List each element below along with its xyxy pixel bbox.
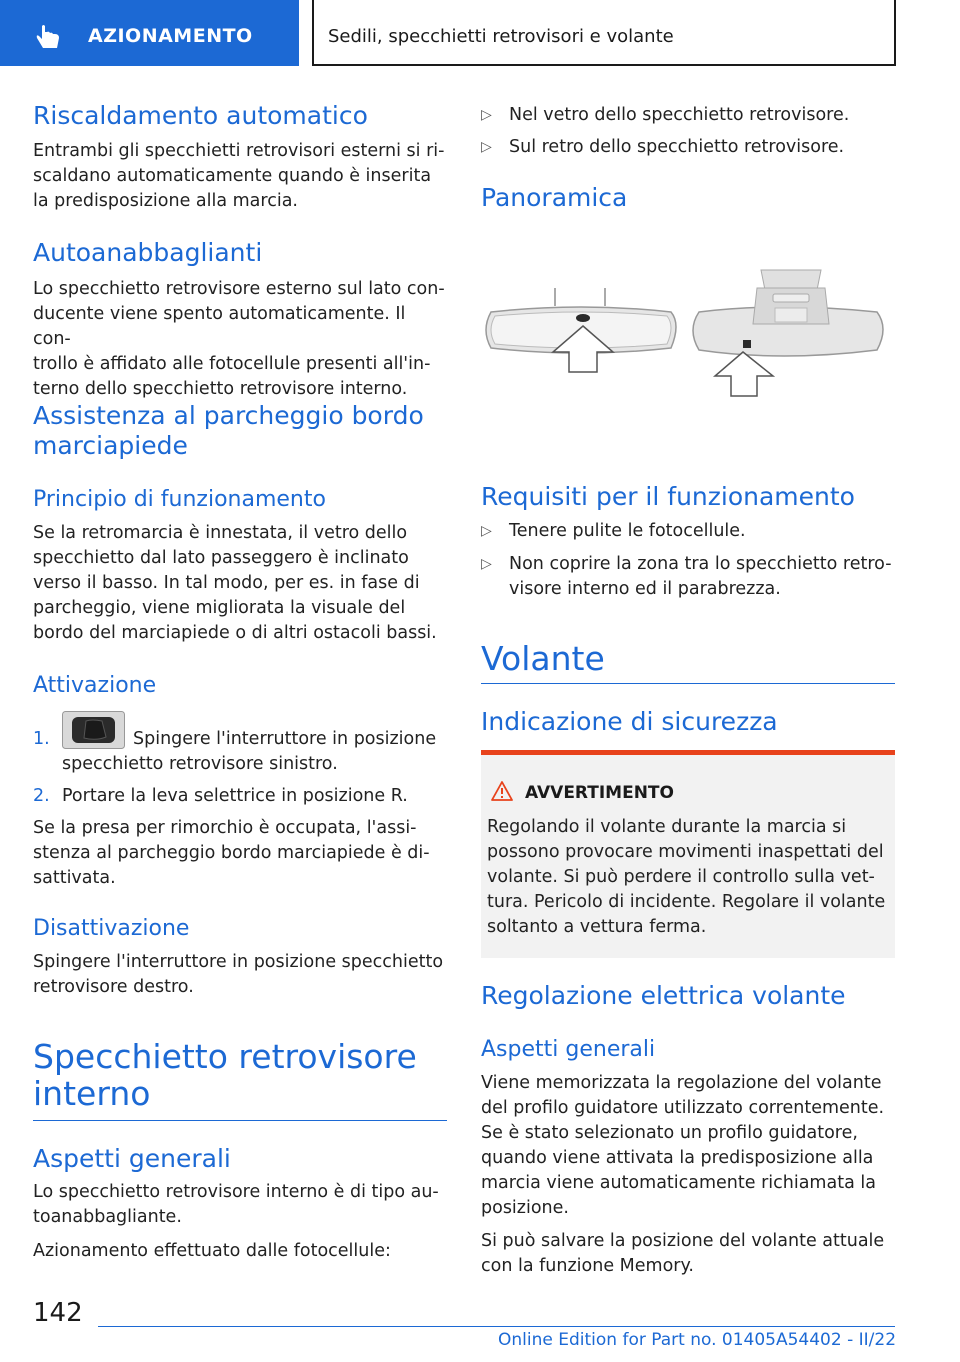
mirror-illustration (481, 264, 895, 414)
section-tab (0, 0, 299, 66)
paragraph-memory: Si può salvare la posizione del volante attuale con la funzione Memory. (481, 1231, 885, 1276)
heading-sicurezza: Indicazione di sicurezza (481, 707, 778, 736)
warning-box (481, 750, 895, 958)
hand-pointer-icon (33, 22, 63, 52)
heading-attivazione: Attivazione (33, 673, 157, 698)
triangle-bullet-icon: ▷ (481, 107, 492, 123)
heading-specchietto-interno: Specchietto retrovisore interno (33, 1037, 417, 1113)
section-divider (481, 683, 895, 684)
heading-panoramica: Panoramica (481, 183, 628, 212)
heading-aspetti-generali: Aspetti generali (33, 1144, 231, 1173)
step-1-text: Spingere l'interruttore in posizione specchietto retrovisore sinistro. (62, 729, 437, 774)
warning-text: Regolando il volante durante la marcia si possono provocare movimenti inaspettati del volante. Si può perdere il controllo sulla vet- tura. Pericolo di incidente. Regolare il volante soltanto a vettura ferma. (487, 817, 886, 937)
step-2-text: Portare la leva selettrice in posizione R. (62, 786, 408, 806)
paragraph-aspetti: Lo specchietto retrovisore interno è di tipo au- toanabbagliante. (33, 1182, 439, 1227)
section-divider (33, 1120, 447, 1121)
paragraph-riscaldamento: Entrambi gli specchietti retrovisori esterni si ri- scaldano automaticamente quando è inserita la predisposizione alla marcia. (33, 141, 445, 211)
paragraph-autoanabbaglianti: Lo specchietto retrovisore esterno sul lato con- ducente viene spento automaticamente. Il con- trollo è affidato alle fotocellule presenti all'in- terno dello specchietto retrovisore interno. (33, 279, 445, 399)
list-item: ▷ Non coprire la zona tra lo specchietto retro- visore interno ed il parabrezza. (481, 554, 892, 599)
page-number: 142 (33, 1298, 83, 1328)
warning-title: AVVERTIMENTO (525, 783, 674, 803)
footer-divider (98, 1326, 895, 1327)
paragraph-principio: Se la retromarcia è innestata, il vetro dello specchietto dal lato passeggero è inclinato verso il basso. In tal modo, per es. in fase di parcheggio, viene migliorata la visuale del bordo del marciapiede o di altri ostacoli bassi. (33, 523, 437, 643)
step-number: 2. (33, 786, 50, 806)
heading-aspetti-generali-volante: Aspetti generali (481, 1037, 656, 1062)
heading-principio: Principio di funzionamento (33, 487, 326, 512)
paragraph-disattivazione: Spingere l'interruttore in posizione specchietto retrovisore destro. (33, 952, 444, 997)
heading-regolazione: Regolazione elettrica volante (481, 981, 846, 1010)
triangle-bullet-icon: ▷ (481, 556, 492, 572)
chapter-title: Sedili, specchietti retrovisori e volante (328, 26, 674, 47)
paragraph-azionamento: Azionamento effettuato dalle fotocellule: (33, 1241, 391, 1261)
heading-autoanabbaglianti: Autoanabbaglianti (33, 238, 263, 267)
heading-disattivazione: Disattivazione (33, 916, 190, 941)
footer-edition: Online Edition for Part no. 01405A54402 - II/22 (498, 1330, 897, 1350)
heading-requisiti: Requisiti per il funzionamento (481, 482, 855, 511)
heading-volante: Volante (481, 639, 605, 678)
section-title: AZIONAMENTO (88, 25, 253, 47)
paragraph-presa: Se la presa per rimorchio è occupata, l'assi- stenza al parcheggio bordo marciapiede è di- sattivata. (33, 818, 430, 888)
chapter-header (312, 0, 896, 66)
step-number: 1. (33, 729, 50, 749)
triangle-bullet-icon: ▷ (481, 139, 492, 155)
paragraph-regolazione: Viene memorizzata la regolazione del volante del profilo guidatore utilizzato correntemente. Se è stato selezionato un profilo guidatore, quando viene attivata la predisposizione alla marcia viene automaticamente richiamata la posizione. (481, 1073, 885, 1218)
warning-triangle-icon (491, 781, 513, 801)
triangle-bullet-icon: ▷ (481, 523, 492, 539)
heading-riscaldamento: Riscaldamento automatico (33, 101, 368, 130)
heading-assistenza: Assistenza al parcheggio bordo marciapiede (33, 401, 424, 460)
